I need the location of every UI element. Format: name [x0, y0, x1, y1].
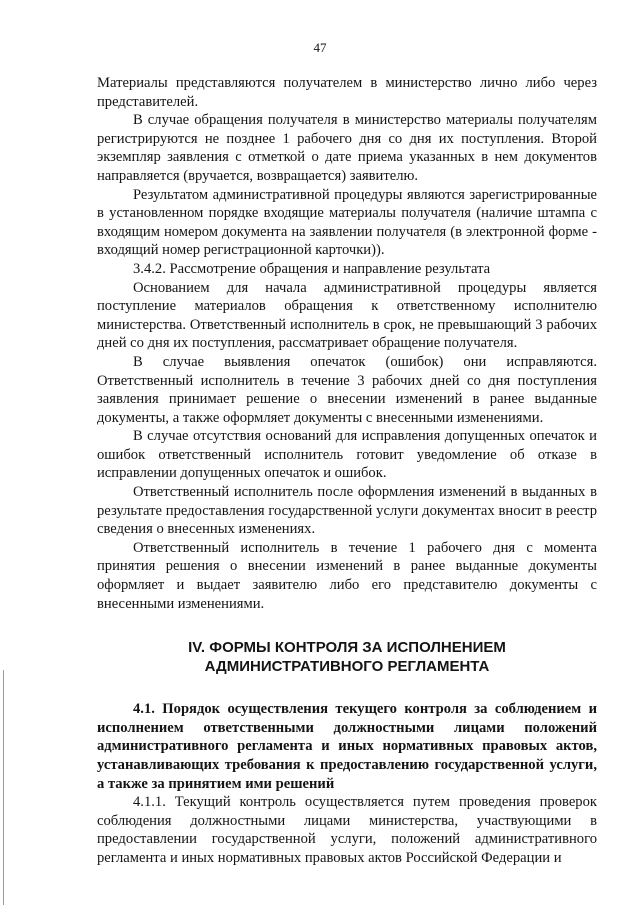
paragraph: Ответственный исполнитель в течение 1 рабочего дня с момента принятия решения о внесении изменений в ранее выданные документы оформляет и выдает заявителю либо его представителю документы с внесенными изменениями.: [97, 539, 597, 612]
paragraph: В случае отсутствия оснований для исправления допущенных опечаток и ошибок ответственный исполнитель готовит уведомление об отказе в исправлении допущенных опечаток и ошибок.: [97, 428, 597, 482]
sub-heading: 4.1. Порядок осуществления текущего контроля за соблюдением и исполнением ответственными должностными лицами положений административного регламента и иных нормативных правовых актов, устанавливающих требования к предоставлению государственной услуги, а также за принятием ими решений: [97, 701, 597, 792]
paragraph: В случае обращения получателя в министерство материалы получателям регистрируются не позднее 1 рабочего дня со дня их поступления. Второй экземпляр заявления с отметкой о дате приема указанных в нем документов направляется (вручается, возвращается) заявителю.: [97, 112, 597, 184]
paragraph: 4.1.1. Текущий контроль осуществляется путем проведения проверок соблюдения должностными лицами министерства, участвующими в предоставлении государственной услуги, положений административного регламента и иных нормативных правовых актов Российской Федерации и: [97, 794, 597, 866]
scan-edge-line: [3, 670, 4, 905]
paragraph: Материалы представляются получателем в министерство лично либо через представителей.: [97, 75, 597, 110]
page-number: 47: [313, 40, 327, 55]
paragraph: В случае выявления опечаток (ошибок) они исправляются. Ответственный исполнитель в течение 3 рабочих дней со дня поступления заявления принимает решение о внесении изменений в ранее выданные документы, а также оформляет документы с внесенными изменениями.: [97, 353, 597, 426]
section-heading-line: АДМИНИСТРАТИВНОГО РЕГЛАМЕНТА: [204, 658, 490, 676]
section-heading-line: IV. ФОРМЫ КОНТРОЛЯ ЗА ИСПОЛНЕНИЕМ: [188, 639, 506, 657]
section-heading: [97, 638, 597, 676]
paragraph: Основанием для начала административной процедуры является поступление материалов обращения к ответственному исполнителю министерства. Ответственный исполнитель в срок, не превышающий 3 рабочих дней со дня их поступления, рассматривает обращение получателя.: [97, 279, 597, 352]
paragraph: Результатом административной процедуры являются зарегистрированные в установленном порядке входящие материалы получателя (наличие штампа с входящим номером документа на заявлении получателя (в электронной форме - входящий номер регистрационной карточки)).: [97, 186, 597, 259]
document-body: [97, 74, 597, 868]
paragraph: Ответственный исполнитель после оформления изменений в выданных в результате предоставления государственной услуги документах вносит в реестр сведения о внесенных изменениях.: [97, 484, 597, 538]
paragraph-subsection-title: 3.4.2. Рассмотрение обращения и направление результата: [133, 260, 491, 277]
